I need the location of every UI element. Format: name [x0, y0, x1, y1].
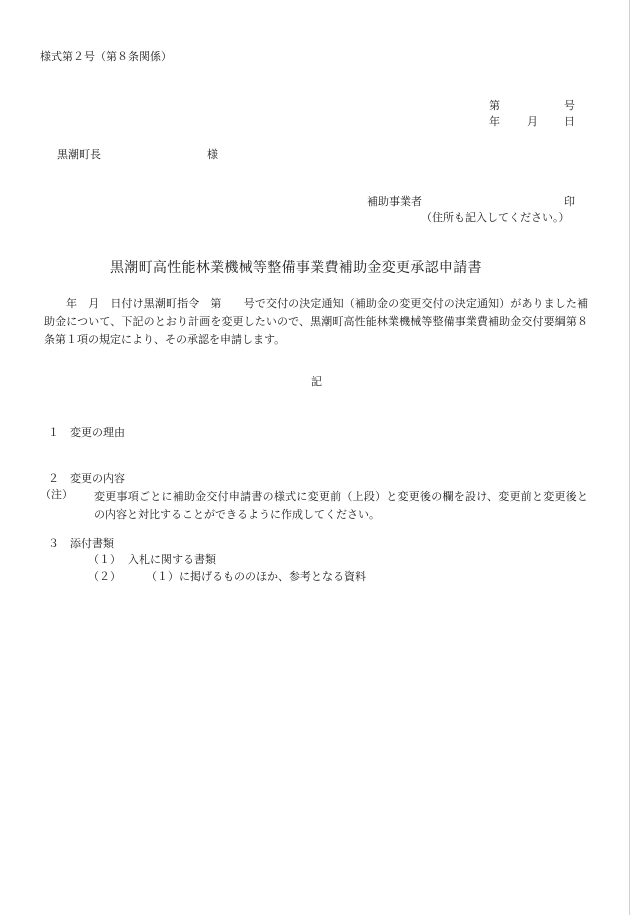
addressee-name: 黒潮町長: [57, 148, 101, 161]
applicant-seal-mark: 印: [564, 195, 575, 208]
attachment-2-text: （１）に掲げるもののほか、参考となる資料: [146, 570, 366, 583]
section-1-number: １: [48, 426, 59, 439]
section-1-title: 変更の理由: [70, 426, 125, 439]
document-title: 黒潮町高性能林業機械等整備事業費補助金変更承認申請書: [110, 260, 482, 276]
date-year-label: 年: [489, 115, 500, 128]
applicant-label: 補助事業者: [367, 195, 422, 208]
ki-heading: 記: [311, 375, 322, 388]
applicant-address-note: （住所も記入してください。）: [421, 211, 570, 224]
section-2-number: ２: [48, 472, 59, 485]
date-month-label: 月: [527, 115, 538, 128]
date-day-label: 日: [564, 115, 575, 128]
attachment-2-number: （２）: [88, 570, 121, 583]
attachment-1-number: （１）: [88, 553, 121, 566]
addressee-honorific: 様: [207, 148, 218, 161]
form-number: 様式第２号（第８条関係）: [40, 50, 172, 63]
note-label: （注）: [40, 488, 73, 501]
body-paragraph: 年 月 日付け黒潮町指令 第 号で交付の決定通知（補助金の変更交付の決定通知）がありました補助金について、下記のとおり計画を変更したいので、黒潮町高性能林業機械等整備事業費補助金交付要綱第８条第１項の規定により、その承認を申請します。: [44, 297, 588, 346]
document-number-suffix: 号: [564, 99, 575, 112]
section-2-title: 変更の内容: [70, 472, 125, 485]
document-number-prefix: 第: [489, 99, 500, 112]
section-3-title: 添付書類: [70, 537, 114, 550]
attachment-1-text: 入札に関する書類: [128, 553, 216, 566]
note-text: 変更事項ごとに補助金交付申請書の様式に変更前（上段）と変更後の欄を設け、変更前と変更後との内容と対比することができるように作成してください。: [94, 490, 588, 521]
section-3-number: ３: [48, 537, 59, 550]
